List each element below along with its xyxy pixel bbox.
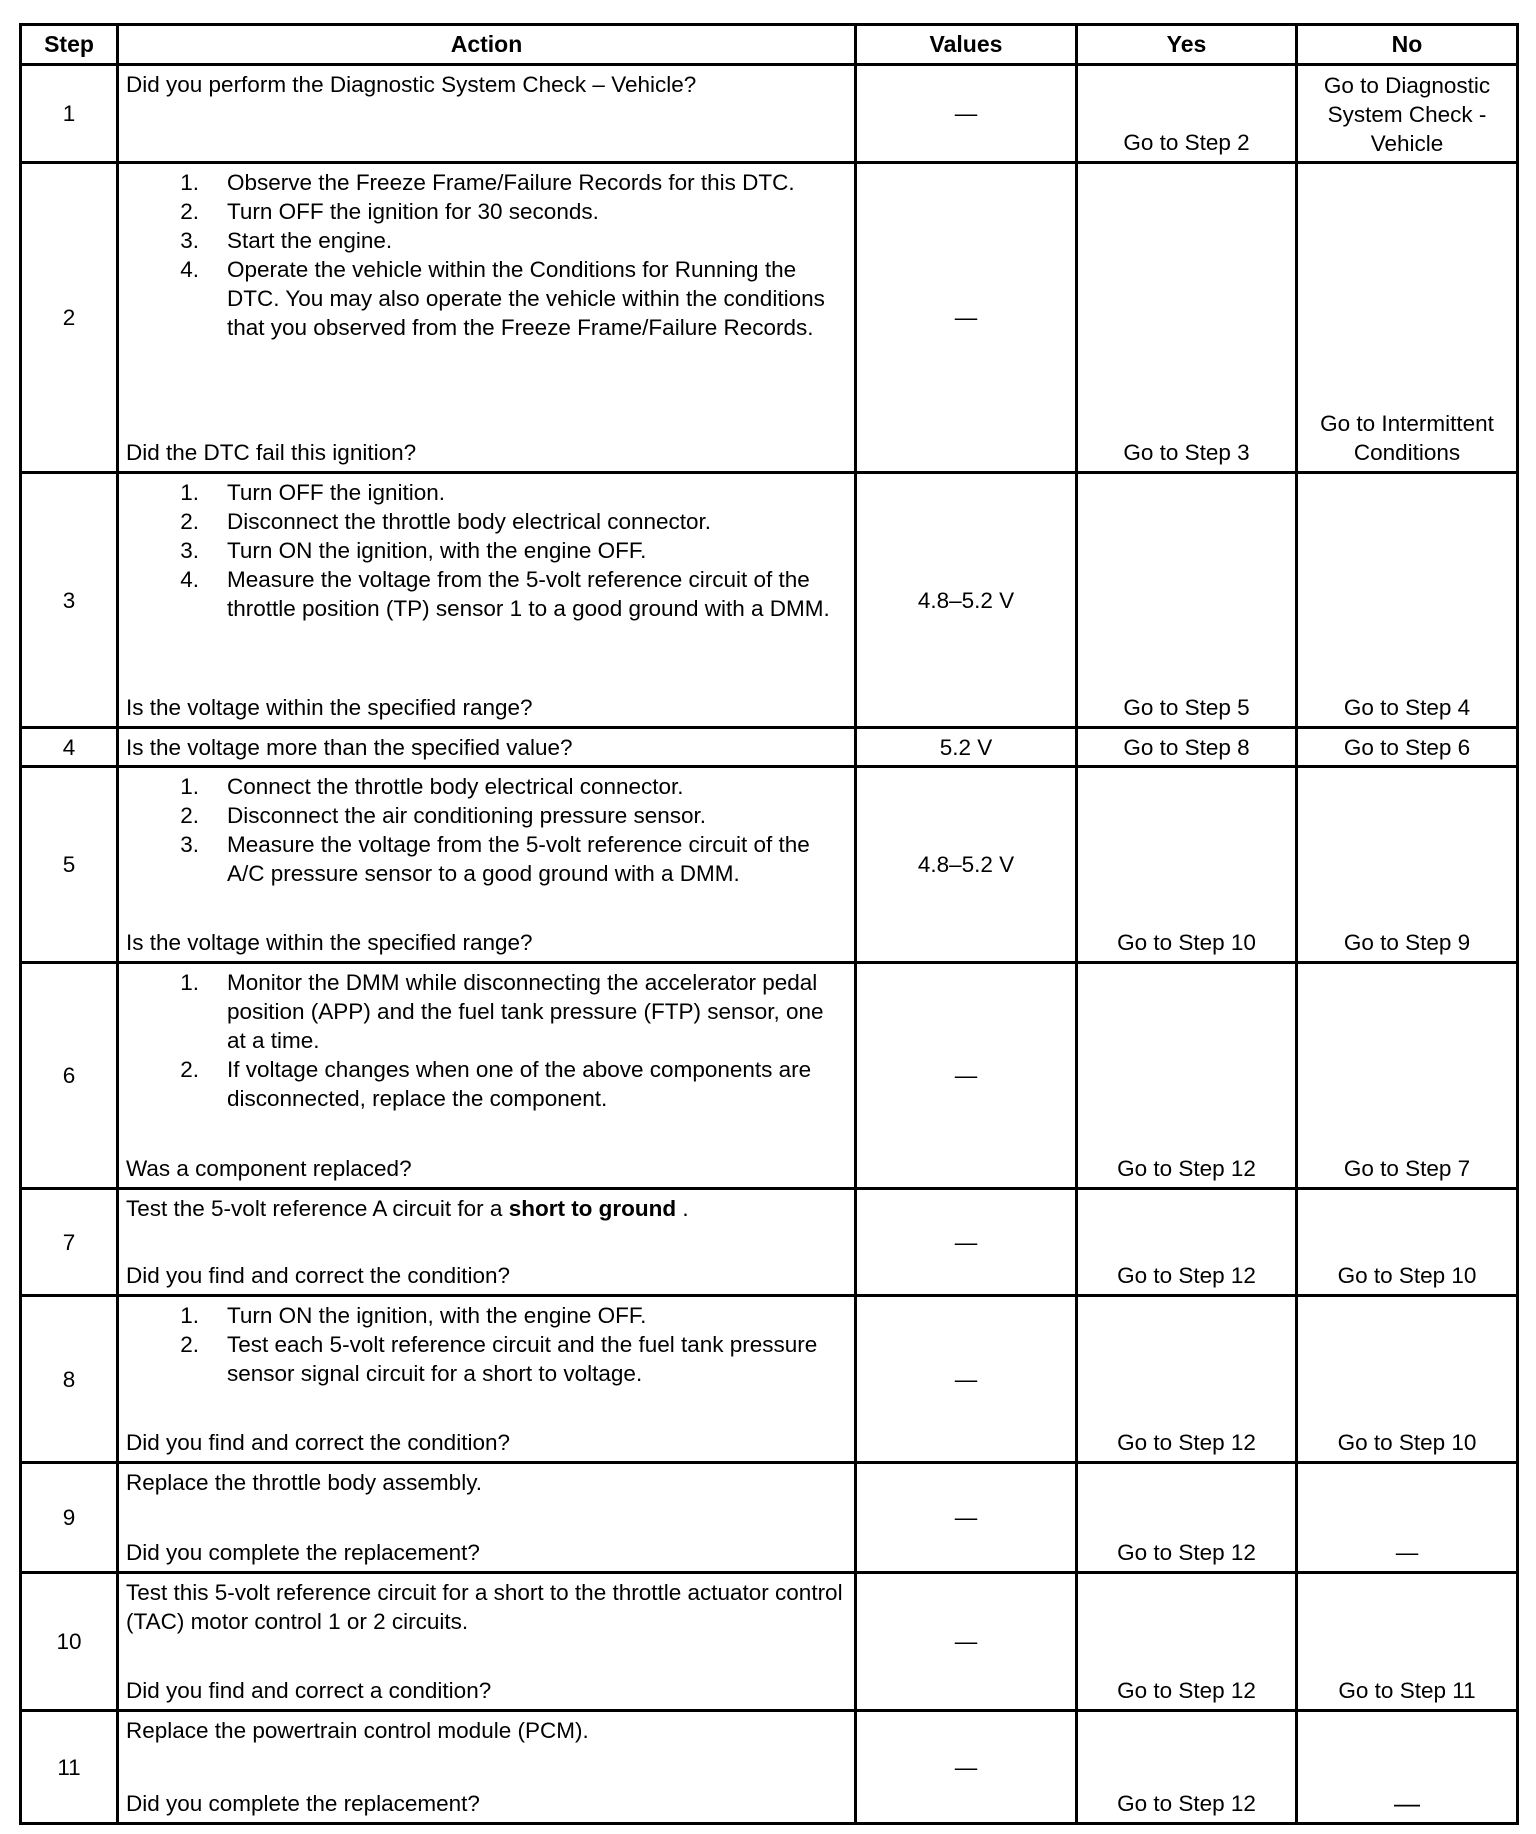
action-step-item: 1. Connect the throttle body electrical connector.	[180, 774, 684, 799]
no-cell	[1297, 963, 1518, 1189]
action-question: Is the voltage within the specified range?	[126, 695, 533, 720]
step-number: 9	[21, 1463, 118, 1573]
action-cell	[118, 163, 856, 473]
action-cell	[118, 767, 856, 963]
table-row	[21, 767, 1518, 963]
table-row	[21, 1463, 1518, 1573]
action-question: Was a component replaced?	[126, 1156, 412, 1181]
values-cell: 5.2 V	[856, 728, 1077, 767]
action-step-item: 1. Turn ON the ignition, with the engine OFF.	[180, 1303, 647, 1328]
no-link[interactable]: Go to Step 6	[1343, 734, 1471, 760]
yes-cell	[1077, 767, 1297, 963]
action-step-item: 3. Start the engine.	[180, 228, 393, 253]
yes-cell	[1077, 163, 1297, 473]
action-text: Replace the powertrain control module (PCM).	[126, 1718, 589, 1743]
action-question: Is the voltage within the specified range?	[126, 930, 533, 955]
table-row	[21, 473, 1518, 728]
action-step-item: 2. Disconnect the air conditioning pressure sensor.	[180, 803, 707, 828]
step-number: 3	[21, 473, 118, 728]
no-cell	[1297, 1711, 1518, 1824]
no-cell	[1297, 163, 1518, 473]
action-step-item: 2. If voltage changes when one of the above components are disconnected, replace the component.	[180, 1057, 812, 1111]
values-cell: —	[856, 163, 1077, 473]
no-cell	[1297, 1573, 1518, 1711]
step-number: 1	[21, 65, 118, 163]
action-step-item: 1. Observe the Freeze Frame/Failure Records for this DTC.	[180, 170, 795, 195]
yes-link[interactable]: Go to Step 5	[1123, 695, 1250, 720]
table-row	[21, 728, 1518, 767]
action-text: Did you perform the Diagnostic System Check – Vehicle?	[126, 72, 697, 97]
table-row	[21, 163, 1518, 473]
header-step: Step	[21, 25, 118, 65]
yes-cell	[1077, 963, 1297, 1189]
table-row	[21, 1711, 1518, 1824]
yes-link[interactable]: Go to Step 12	[1117, 1791, 1256, 1816]
action-step-item: 4. Operate the vehicle within the Conditions for Running the DTC. You may also operate the vehicle within the conditions that you observed from the Freeze Frame/Failure Records.	[180, 257, 825, 340]
no-cell	[1297, 65, 1518, 163]
step-number: 5	[21, 767, 118, 963]
action-cell	[118, 473, 856, 728]
action-cell	[118, 1573, 856, 1711]
no-link[interactable]: Go to Step 11	[1338, 1678, 1476, 1703]
table-row	[21, 963, 1518, 1189]
no-value: —	[1395, 1540, 1419, 1565]
action-question: Did the DTC fail this ignition?	[126, 440, 417, 465]
action-question: Did you complete the replacement?	[126, 1791, 480, 1816]
header-values: Values	[856, 25, 1077, 65]
values-cell: —	[856, 1463, 1077, 1573]
yes-link[interactable]: Go to Step 12	[1117, 1678, 1256, 1703]
values-cell: —	[856, 963, 1077, 1189]
yes-link[interactable]: Go to Step 2	[1123, 130, 1250, 155]
action-cell	[118, 1189, 856, 1296]
no-cell	[1297, 767, 1518, 963]
action-question: Did you complete the replacement?	[126, 1540, 480, 1565]
action-cell	[118, 728, 856, 767]
yes-link[interactable]: Go to Step 12	[1117, 1540, 1256, 1565]
yes-cell	[1077, 1463, 1297, 1573]
action-text: Test the 5-volt reference A circuit for a short to ground .	[126, 1196, 689, 1221]
action-text: Is the voltage more than the specified value?	[126, 734, 573, 760]
yes-link[interactable]: Go to Step 12	[1117, 1263, 1256, 1288]
values-cell: —	[856, 65, 1077, 163]
table-row	[21, 1573, 1518, 1711]
no-link[interactable]: Go to Step 4	[1343, 695, 1471, 720]
yes-cell	[1077, 1296, 1297, 1463]
header-no: No	[1297, 25, 1518, 65]
no-cell	[1297, 473, 1518, 728]
yes-link[interactable]: Go to Step 10	[1117, 930, 1256, 955]
action-step-item: 4. Measure the voltage from the 5-volt reference circuit of the throttle position (TP) sensor 1 to a good ground with a DMM.	[180, 567, 830, 621]
values-cell: 4.8–5.2 V	[856, 767, 1077, 963]
no-cell	[1297, 1296, 1518, 1463]
yes-link[interactable]: Go to Step 3	[1123, 440, 1250, 465]
yes-cell	[1077, 1711, 1297, 1824]
action-step-item: 1. Monitor the DMM while disconnecting the accelerator pedal position (APP) and the fuel tank pressure (FTP) sensor, one at a time.	[180, 970, 824, 1053]
action-question: Did you find and correct a condition?	[126, 1678, 492, 1703]
action-steps	[126, 168, 846, 342]
step-number: 4	[21, 728, 118, 767]
values-cell: —	[856, 1296, 1077, 1463]
no-cell	[1297, 1463, 1518, 1573]
header-action: Action	[118, 25, 856, 65]
values-cell: —	[856, 1189, 1077, 1296]
values-cell: —	[856, 1711, 1077, 1824]
yes-cell	[1077, 473, 1297, 728]
action-cell	[118, 65, 856, 163]
step-number: 8	[21, 1296, 118, 1463]
values-cell: —	[856, 1573, 1077, 1711]
action-cell	[118, 1711, 856, 1824]
yes-cell	[1077, 1573, 1297, 1711]
action-steps	[126, 1301, 846, 1388]
action-cell	[118, 963, 856, 1189]
no-link[interactable]: Go to Step 9	[1343, 930, 1471, 955]
action-text: Replace the throttle body assembly.	[126, 1470, 483, 1495]
action-steps	[126, 772, 846, 888]
diagnostic-table	[19, 23, 1519, 1825]
yes-link[interactable]: Go to Step 12	[1117, 1430, 1256, 1455]
no-link[interactable]: Go to Step 7	[1343, 1156, 1471, 1181]
action-question: Did you find and correct the condition?	[126, 1430, 510, 1455]
no-value: —	[1394, 1788, 1420, 1818]
header-yes: Yes	[1077, 25, 1297, 65]
action-step-item: 1. Turn OFF the ignition.	[180, 480, 446, 505]
header-row	[21, 25, 1518, 65]
yes-link[interactable]: Go to Step 8	[1123, 734, 1250, 760]
yes-cell	[1077, 65, 1297, 163]
no-link[interactable]: Go to Intermittent Conditions	[1320, 411, 1494, 465]
step-number: 7	[21, 1189, 118, 1296]
no-cell	[1297, 1189, 1518, 1296]
yes-cell	[1077, 728, 1297, 767]
action-step-item: 2. Test each 5-volt reference circuit and the fuel tank pressure sensor signal circuit for a short to voltage.	[180, 1332, 818, 1386]
step-number: 11	[21, 1711, 118, 1824]
step-number: 6	[21, 963, 118, 1189]
action-steps	[126, 968, 846, 1113]
table-row	[21, 65, 1518, 163]
no-link[interactable]: Go to Step 10	[1337, 1430, 1477, 1455]
action-step-item: 2. Turn OFF the ignition for 30 seconds.	[180, 199, 599, 224]
values-cell: 4.8–5.2 V	[856, 473, 1077, 728]
table-row	[21, 1296, 1518, 1463]
action-step-item: 3. Measure the voltage from the 5-volt reference circuit of the A/C pressure sensor to a good ground with a DMM.	[180, 832, 810, 886]
step-number: 2	[21, 163, 118, 473]
action-cell	[118, 1296, 856, 1463]
action-cell	[118, 1463, 856, 1573]
table-row	[21, 1189, 1518, 1296]
no-cell	[1297, 728, 1518, 767]
no-link[interactable]: Go to Step 10	[1337, 1263, 1477, 1288]
yes-cell	[1077, 1189, 1297, 1296]
yes-link[interactable]: Go to Step 12	[1117, 1156, 1256, 1181]
action-question: Did you find and correct the condition?	[126, 1263, 510, 1288]
action-text: Test this 5-volt reference circuit for a short to the throttle actuator control (TAC) motor control 1 or 2 circuits.	[126, 1580, 843, 1634]
action-steps	[126, 478, 846, 623]
no-link[interactable]: Go to Diagnostic System Check - Vehicle	[1323, 73, 1491, 156]
step-number: 10	[21, 1573, 118, 1711]
action-step-item: 2. Disconnect the throttle body electrical connector.	[180, 509, 712, 534]
action-step-item: 3. Turn ON the ignition, with the engine OFF.	[180, 538, 647, 563]
